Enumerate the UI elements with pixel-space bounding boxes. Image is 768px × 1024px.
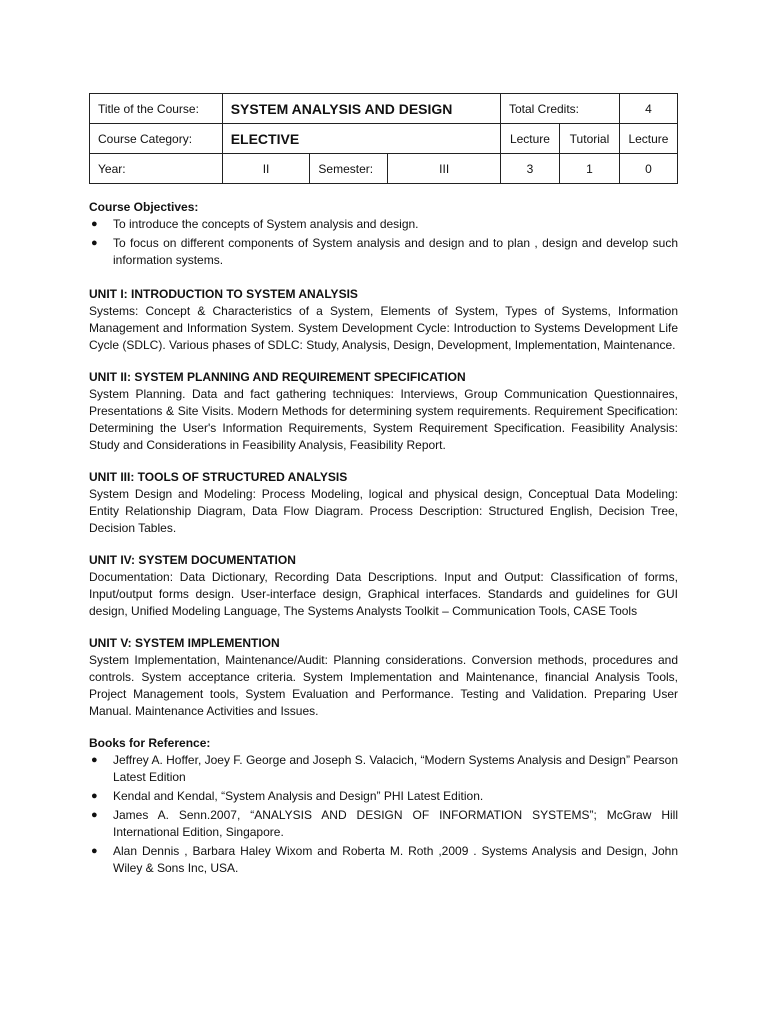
semester-label: Semester: xyxy=(310,154,388,184)
course-category-value: ELECTIVE xyxy=(222,124,500,154)
course-title-label: Title of the Course: xyxy=(90,94,223,124)
year-value: II xyxy=(222,154,310,184)
bullet-icon: ● xyxy=(91,845,98,857)
tutorial-hours: 1 xyxy=(559,154,619,184)
lecture-header: Lecture xyxy=(500,124,559,154)
semester-value: III xyxy=(388,154,501,184)
course-info-table xyxy=(89,93,678,184)
list-item xyxy=(89,807,678,841)
course-category-label: Course Category: xyxy=(90,124,223,154)
tutorial-header: Tutorial xyxy=(559,124,619,154)
unit-3-body: System Design and Modeling: Process Modeling, logical and physical design, Conceptual Data Modeling: Entity Relationship Diagram, Data Flow Diagram. Process Description: Structured English, Decision Tree, Decision Tables. xyxy=(89,487,678,535)
unit-4-body: Documentation: Data Dictionary, Recording Data Descriptions. Input and Output: Classification of forms, Input/output forms design. User-interface design, Graphical interfaces. Standards and guidelines for GUI design, Unified Modeling Language, The Systems Analysts Toolkit – Communication Tools, CASE Tools xyxy=(89,570,678,618)
bullet-icon: ● xyxy=(91,809,98,821)
books-heading: Books for Reference: xyxy=(89,736,211,750)
list-item xyxy=(89,235,678,269)
lecture-hours: 3 xyxy=(500,154,559,184)
unit-5-heading: UNIT V: SYSTEM IMPLEMENTION xyxy=(89,636,280,650)
unit-3-heading: UNIT III: TOOLS OF STRUCTURED ANALYSIS xyxy=(89,470,348,484)
course-title-value: SYSTEM ANALYSIS AND DESIGN xyxy=(222,94,500,124)
total-credits-value: 4 xyxy=(619,94,677,124)
unit-2-body: System Planning. Data and fact gathering techniques: Interviews, Group Communication Questionnaires, Presentations & Site Visits. Modern Methods for determining system requirements. Requirement Specification: Determining the User's Information Requirements, System Requirement Specification. Feasibility Analysis: Study and Considerations in Feasibility Analysis, Feasibility Report. xyxy=(89,387,678,452)
list-item xyxy=(89,843,678,877)
lecture2-header: Lecture xyxy=(619,124,677,154)
objective-text: To introduce the concepts of System analysis and design. xyxy=(113,217,419,231)
list-item xyxy=(89,216,678,233)
unit-5-body: System Implementation, Maintenance/Audit: Planning considerations. Conversion methods, procedures and controls. System acceptance criteria. System Implementation and Maintenance, financial Analysis Tools, Project Management tools, System Evaluation and Performance. Testing and Validation. Preparing User Manual. Maintenance Activities and Issues. xyxy=(89,653,678,718)
book-text: Jeffrey A. Hoffer, Joey F. George and Joseph S. Valacich, “Modern Systems Analysis and Design” Pearson Latest Edition xyxy=(113,753,678,784)
list-item xyxy=(89,752,678,786)
unit-4-heading: UNIT IV: SYSTEM DOCUMENTATION xyxy=(89,553,296,567)
bullet-icon: ● xyxy=(91,237,98,249)
bullet-icon: ● xyxy=(91,218,98,230)
bullet-icon: ● xyxy=(91,754,98,766)
lecture2-hours: 0 xyxy=(619,154,677,184)
books-list xyxy=(89,752,678,877)
unit-2-heading: UNIT II: SYSTEM PLANNING AND REQUIREMENT SPECIFICATION xyxy=(89,370,466,384)
book-text: Alan Dennis , Barbara Haley Wixom and Roberta M. Roth ,2009 . Systems Analysis and Design, John Wiley & Sons Inc, USA. xyxy=(113,844,678,875)
table-row xyxy=(90,124,678,154)
year-label: Year: xyxy=(90,154,223,184)
syllabus-content xyxy=(89,199,678,879)
unit-1-heading: UNIT I: INTRODUCTION TO SYSTEM ANALYSIS xyxy=(89,287,358,301)
objectives-heading: Course Objectives: xyxy=(89,200,199,214)
bullet-icon: ● xyxy=(91,790,98,802)
list-item xyxy=(89,788,678,805)
objectives-list xyxy=(89,216,678,269)
unit-1-body: Systems: Concept & Characteristics of a System, Elements of System, Types of Systems, Information Management and Information System. System Development Cycle: Introduction to Systems Development Life Cycle (SDLC). Various phases of SDLC: Study, Analysis, Design, Development, Implementation, Maintenance. xyxy=(89,304,678,352)
total-credits-label: Total Credits: xyxy=(500,94,619,124)
table-row xyxy=(90,94,678,124)
book-text: James A. Senn.2007, “ANALYSIS AND DESIGN OF INFORMATION SYSTEMS”; McGraw Hill International Edition, Singapore. xyxy=(113,808,678,839)
objective-text: To focus on different components of System analysis and design and to plan , design and develop such information systems. xyxy=(113,236,678,267)
book-text: Kendal and Kendal, “System Analysis and Design” PHI Latest Edition. xyxy=(113,789,484,803)
table-row xyxy=(90,154,678,184)
